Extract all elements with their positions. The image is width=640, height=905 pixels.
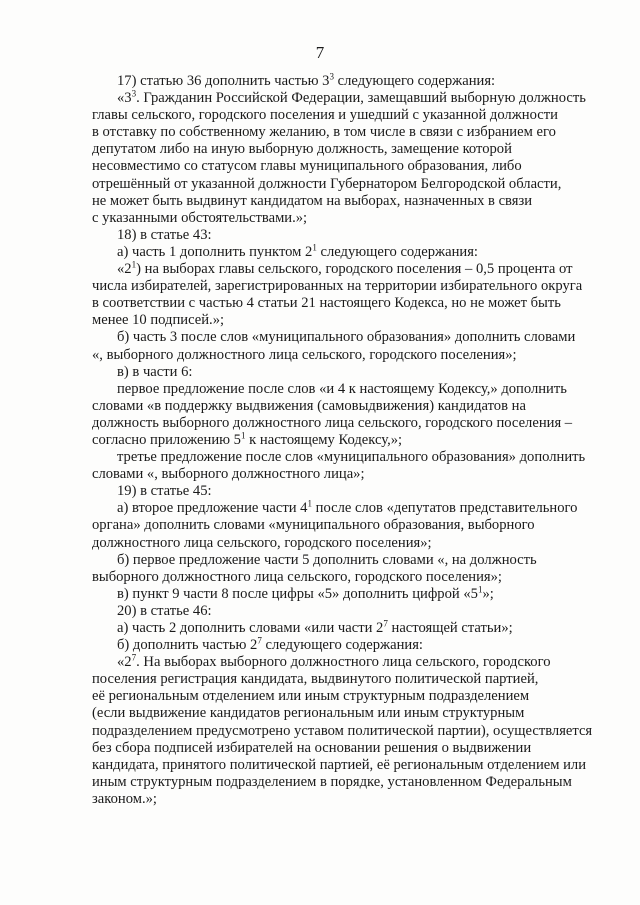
line-text: несовместимо со статусом главы муниципального образования, либо — [92, 158, 522, 175]
line-text: б) первое предложение части 5 дополнить словами «, на должность — [117, 551, 537, 568]
line-text-tail: ) на выборах главы сельского, городского поселения – 0,5 процента от — [136, 261, 573, 278]
line-text: 20) в статье 46: — [117, 602, 212, 619]
paragraph-group — [92, 449, 613, 483]
text-line — [92, 210, 613, 227]
paragraph-group — [92, 637, 613, 654]
superscript: 7 — [383, 618, 388, 629]
line-text: а) второе предложение части 4 — [117, 500, 308, 517]
paragraph-group — [92, 227, 613, 244]
superscript: 3 — [131, 88, 137, 99]
text-line — [92, 312, 613, 329]
text-line — [92, 381, 613, 398]
text-line — [92, 569, 613, 586]
text-line — [92, 723, 613, 740]
text-line — [92, 107, 613, 124]
text-line — [92, 124, 613, 141]
line-text: числа избирателей, зарегистрированных на территории избирательного округа — [92, 278, 583, 295]
text-line — [92, 603, 613, 620]
text-line — [92, 176, 613, 193]
text-line — [92, 415, 613, 432]
line-text: словами «, выборного должностного лица»; — [92, 466, 365, 483]
paragraph-group — [92, 586, 613, 603]
text-line — [92, 449, 613, 466]
line-text: 17) статью 36 дополнить частью 3 — [117, 73, 330, 89]
superscript: 1 — [307, 498, 312, 509]
text-line — [92, 329, 613, 346]
text-line — [92, 500, 613, 517]
line-text: законом.»; — [92, 790, 157, 807]
line-text: третье предложение после слов «муниципального образования» дополнить — [117, 449, 586, 466]
page-number: 7 — [315, 43, 325, 62]
line-text: б) часть 3 после слов «муниципального образования» дополнить словами — [117, 329, 576, 346]
text-line — [92, 620, 613, 637]
line-text: в соответствии с частью 4 статьи 21 настоящего Кодекса, но не может быть — [92, 295, 561, 312]
text-line — [92, 671, 613, 688]
paragraph-group — [92, 381, 613, 449]
line-text: иным структурным подразделением в порядке, установленном Федеральным — [92, 773, 572, 790]
line-text: б) дополнить частью 2 — [117, 637, 258, 654]
text-line — [92, 244, 613, 261]
text-line — [92, 552, 613, 569]
paragraph-group — [92, 244, 613, 261]
text-line — [92, 432, 613, 449]
paragraph-group — [92, 90, 613, 227]
line-text: отрешённый от указанной должности Губернатором Белгородской области, — [92, 175, 562, 192]
paragraph-group — [92, 603, 613, 620]
paragraph-group — [92, 500, 613, 551]
text-line — [92, 688, 613, 705]
line-text: поселения регистрация кандидата, выдвинутого политической партией, — [92, 671, 539, 688]
line-text-tail: следующего содержания: — [334, 73, 496, 89]
text-line — [92, 295, 613, 312]
line-text: не может быть выдвинут кандидатом на выборах, назначенных в связи — [92, 192, 533, 209]
line-text-tail: . Гражданин Российской Федерации, замещавший выборную должность — [136, 90, 586, 107]
paragraph-group — [92, 73, 613, 90]
line-text: согласно приложению 5 — [92, 431, 241, 448]
text-line — [92, 466, 613, 483]
line-text: а) часть 1 дополнить пунктом 2 — [117, 243, 313, 260]
superscript: 1 — [131, 259, 137, 270]
text-line — [92, 261, 613, 278]
line-text: выборного должностного лица сельского, городского поселения»; — [92, 568, 502, 585]
line-text: с указанными обстоятельствами.»; — [92, 209, 308, 226]
line-text-tail: »; — [482, 585, 494, 602]
text-line — [92, 141, 613, 158]
superscript: 1 — [312, 242, 317, 253]
text-line — [92, 586, 613, 603]
paragraph-group — [92, 620, 613, 637]
line-text: в отставку по собственному желанию, в том числе в связи с избранием его — [92, 124, 556, 141]
line-text: органа» дополнить словами «муниципального образования, выборного — [92, 517, 535, 534]
paragraph-group — [92, 329, 613, 363]
superscript: 7 — [257, 635, 262, 646]
text-line — [92, 757, 613, 774]
text-line — [92, 517, 613, 534]
superscript: 3 — [329, 71, 334, 82]
text-line — [92, 364, 613, 381]
line-text-tail: . На выборах выборного должностного лица сельского, городского — [136, 654, 551, 671]
text-line — [92, 193, 613, 210]
paragraph-group — [92, 483, 613, 500]
superscript: 1 — [477, 584, 483, 595]
text-line — [92, 398, 613, 415]
text-line — [92, 654, 613, 671]
text-line — [92, 791, 613, 808]
paragraph-group — [92, 261, 613, 329]
line-text: «, выборного должностного лица сельского, городского поселения»; — [92, 346, 517, 363]
line-text: депутатом либо на иную выборную должность, замещение которой — [92, 141, 512, 158]
line-text: (если выдвижение кандидатов региональным или иным структурным — [92, 705, 525, 722]
superscript: 7 — [131, 652, 137, 663]
line-text: должностного лица сельского, городского поселения»; — [92, 534, 432, 551]
line-text: главы сельского, городского поселения и ушедший с указанной должности — [92, 107, 558, 124]
line-text: в) в части 6: — [117, 363, 193, 380]
line-text: без сбора подписей избирателей на основании решения о выдвижении — [92, 739, 532, 756]
text-line — [92, 90, 613, 107]
text-line — [92, 278, 613, 295]
line-text: её региональным отделением или иным структурным подразделением — [92, 688, 530, 705]
line-text-tail: настоящей статьи»; — [387, 620, 513, 636]
line-text: «3 — [117, 90, 132, 107]
text-line — [92, 158, 613, 175]
line-text: «2 — [117, 261, 132, 278]
text-line — [92, 73, 613, 90]
text-line — [92, 535, 613, 552]
line-text: «2 — [117, 654, 132, 671]
line-text-tail: следующего содержания: — [261, 637, 423, 654]
line-text: 18) в статье 43: — [117, 226, 212, 243]
line-text: должность выборного должностного лица сельского, городского поселения – — [92, 414, 573, 431]
paragraph-group — [92, 552, 613, 586]
text-line — [92, 774, 613, 791]
text-line — [92, 637, 613, 654]
line-text-tail: к настоящему Кодексу,»; — [245, 431, 403, 448]
line-text-tail: следующего содержания: — [316, 243, 478, 260]
line-text-tail: после слов «депутатов представительного — [312, 500, 578, 517]
line-text: а) часть 2 дополнить словами «или части 2 — [117, 620, 384, 636]
line-text: менее 10 подписей.»; — [92, 312, 225, 329]
paragraph-group — [92, 364, 613, 381]
line-text: в) пункт 9 части 8 после цифры «5» дополнить цифрой «5 — [117, 585, 478, 602]
line-text: 19) в статье 45: — [117, 483, 212, 500]
superscript: 1 — [240, 430, 246, 441]
text-line — [92, 347, 613, 364]
text-line — [92, 705, 613, 722]
text-line — [92, 483, 613, 500]
text-line — [92, 740, 613, 757]
document-body — [92, 73, 613, 808]
line-text: подразделением предусмотрено уставом политической партии), осуществляется — [92, 722, 593, 739]
line-text: словами «в поддержку выдвижения (самовыдвижения) кандидатов на — [92, 397, 526, 414]
line-text: кандидата, принятого политической партией, её региональным отделением или — [92, 756, 587, 773]
line-text: первое предложение после слов «и 4 к настоящему Кодексу,» дополнить — [117, 380, 567, 397]
paragraph-group — [92, 654, 613, 808]
text-line — [92, 227, 613, 244]
